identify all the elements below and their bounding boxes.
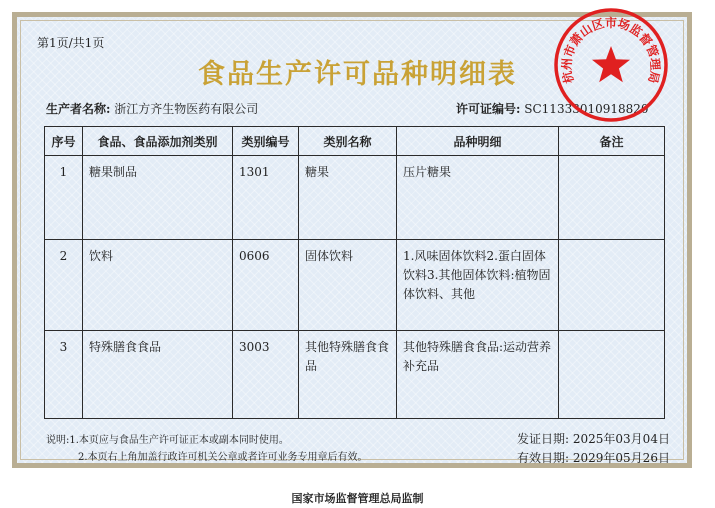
footer-text: 国家市场监督管理总局监制	[291, 492, 424, 505]
official-seal	[552, 6, 670, 124]
cell-code: 3003	[233, 331, 299, 419]
header-category: 食品、食品添加剂类别	[83, 127, 233, 156]
issue-date-value: 2025年03月04日	[572, 432, 670, 446]
cell-code: 0606	[233, 240, 299, 331]
note-line: 说明:1.本页应与食品生产许可证正本或副本同时使用。	[46, 435, 289, 446]
table-row	[45, 240, 665, 331]
cell-code: 1301	[233, 156, 299, 240]
seal-text-path: 杭州市萧山区市场监督管理局	[559, 15, 663, 85]
cell-remark	[559, 331, 665, 419]
cell-remark	[559, 240, 665, 331]
cell-detail: 压片糖果	[397, 156, 559, 240]
cell-name: 固体饮料	[299, 240, 397, 331]
license-value: SC11333010918820	[524, 102, 649, 116]
producer-label: 生产者名称:	[46, 102, 111, 116]
page-title: 食品生产许可品种明细表	[198, 59, 517, 90]
producer-value: 浙江方齐生物医药有限公司	[114, 102, 259, 116]
cell-no: 1	[45, 156, 83, 240]
header-no: 序号	[45, 127, 83, 156]
cell-name: 糖果	[299, 156, 397, 240]
variety-table	[44, 126, 665, 419]
issue-date	[517, 430, 670, 449]
notes	[46, 432, 368, 466]
page-number: 第1页/共1页	[37, 36, 105, 50]
valid-date	[517, 449, 670, 468]
cell-no: 2	[45, 240, 83, 331]
header-remark: 备注	[559, 127, 665, 156]
license-label: 许可证编号:	[456, 102, 521, 116]
dates-block	[517, 430, 670, 468]
cell-name: 其他特殊膳食食品	[299, 331, 397, 419]
cell-remark	[559, 156, 665, 240]
header-name: 类别名称	[299, 127, 397, 156]
table-row	[45, 156, 665, 240]
note-line: 2.本页右上角加盖行政许可机关公章或者许可业务专用章后有效。	[78, 452, 368, 463]
seal-star-icon	[592, 46, 630, 82]
cell-category: 特殊膳食食品	[83, 331, 233, 419]
table-header-row	[45, 127, 665, 156]
valid-date-value: 2029年05月26日	[572, 451, 670, 465]
cell-no: 3	[45, 331, 83, 419]
cell-detail: 1.风味固体饮料2.蛋白固体饮料3.其他固体饮料:植物固体饮料、其他	[397, 240, 559, 331]
producer-field	[46, 100, 258, 117]
valid-date-label: 有效日期:	[517, 451, 570, 465]
issue-date-label: 发证日期:	[517, 432, 570, 446]
table-row	[45, 331, 665, 419]
header-detail: 品种明细	[397, 127, 559, 156]
cell-category: 糖果制品	[83, 156, 233, 240]
header-code: 类别编号	[233, 127, 299, 156]
cell-detail: 其他特殊膳食食品:运动营养补充品	[397, 331, 559, 419]
cell-category: 饮料	[83, 240, 233, 331]
